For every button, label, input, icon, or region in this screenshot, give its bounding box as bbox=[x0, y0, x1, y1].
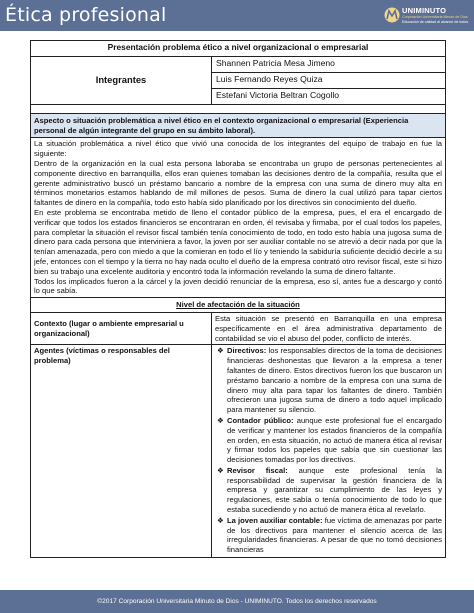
diamond-bullet-icon: ❖ bbox=[217, 346, 224, 356]
diamond-bullet-icon: ❖ bbox=[217, 515, 224, 525]
page-footer bbox=[0, 590, 474, 613]
agent-item: ❖ Directivos: los responsables directos de la toma de decisiones financieras deshonestas que llevaron a la empresa a tener faltantes de dinero. Estos directivos fueron los que buscaron un préstamo bancario a nombre de la empresa con una suma de dinero muy alta para tapar los faltantes de dinero. También ofrecieron una jugosa suma de dinero a todo aquel implicado para mantener su silencio. bbox=[217, 346, 442, 415]
member-name: Luis Fernando Reyes Quiza bbox=[212, 72, 446, 88]
logo-mark-icon bbox=[384, 7, 400, 23]
course-title: Ética profesional bbox=[5, 4, 167, 26]
agent-description: los responsables directos de la toma de decisiones financieras deshonestas que llevaron a la empresa a tener faltantes de dinero. Estos directivos fueron los que buscaron un préstamo bancario a nombre de la empresa con una suma de dinero muy alta para tapar los faltantes de dinero. También ofrecieron una jugosa suma de dinero a todo aquel implicado para mantener su silencio. bbox=[227, 346, 442, 415]
agent-name: Directivos bbox=[227, 346, 264, 356]
aspect-body bbox=[31, 138, 446, 298]
copyright-text: ©2017 Corporación Universitaria Minuto de Dios - UNIMINUTO. Todos los derechos reservados bbox=[97, 598, 377, 605]
team-table bbox=[30, 40, 446, 558]
logo-subtitle: Corporación Universitaria Minuto de Dios bbox=[402, 15, 468, 19]
agent-description: fue víctima de amenazas por parte de los directivos para mantener el silencio acerca de las irregularidades financieras. A pesar de que no tomó decisiones financieras bbox=[227, 515, 443, 555]
agent-item: ❖ La joven auxiliar contable: fue víctima de amenazas por parte de los directivos para mantener el silencio acerca de las irregularidades financieras. A pesar de que no tomó decisiones financieras bbox=[217, 515, 443, 555]
agent-name: Contador público bbox=[227, 415, 291, 425]
agents-label: Agentes (víctimas o responsables del problema) bbox=[31, 345, 212, 558]
level-heading: Nivel de afectación de la situación bbox=[31, 298, 446, 313]
member-name: Shannen Patricia Mesa Jimeno bbox=[212, 56, 446, 72]
agent-description: aunque este profesional tenía la responsabilidad de supervisar la gestión financiera de la empresa y garantizar su cumplimiento de las leyes y regulaciones, este sabía o tenía conocimiento de todo lo que estaba sucediendo y no actuó de manera ética al revelarlo. bbox=[227, 465, 442, 515]
agent-item: ❖ Contador público: aunque este profesional fue el encargado de verificar y mantener los estados financieros de la compañía en orden, en esta situación, no actuó de manera ética al revisar y firmar todos los papeles que sabía que sin cuestionar las decisiones tomadas por los directivos. bbox=[217, 415, 442, 465]
agents-cell bbox=[212, 345, 446, 558]
aspect-paragraph: Todos los implicados fueron a la cárcel y la joven decidió renunciar de la empresa, eso sí, antes fue a descargo y contó lo que sabía. bbox=[34, 276, 442, 296]
agents-list bbox=[215, 346, 442, 555]
logo-name: UNIMINUTO bbox=[402, 6, 447, 15]
agent-name: La joven auxiliar contable bbox=[227, 515, 321, 525]
member-name: Estefani Victoria Beltran Cogollo bbox=[212, 88, 446, 104]
logo-tagline: Educación de calidad al alcance de todos bbox=[402, 20, 469, 24]
spacer-row bbox=[31, 104, 446, 113]
diamond-bullet-icon: ❖ bbox=[217, 415, 224, 425]
uniminuto-logo bbox=[384, 6, 470, 28]
agent-item: ❖ Revisor fiscal: aunque este profesional tenía la responsabilidad de supervisar la gestión financiera de la empresa y garantizar su cumplimiento de las leyes y regulaciones, este sabía o tenía conocimiento de todo lo que estaba sucediendo y no actuó de manera ética al revelarlo. bbox=[217, 465, 442, 515]
section-title: Presentación problema ético a nivel organizacional o empresarial bbox=[31, 41, 446, 57]
aspect-paragraph: Dentro de la organización en la cual esta persona laboraba se encontraba un grupo de personas pertenecientes al componente directivo en barranquilla, ellos eran quienes tomaban las decisiones dentro de la compañía, resulta que el gerente administrativo buscó un préstamo bancario a nombre de la empresa con una suma de dinero muy alta en términos monetarios estamos hablando de mil millones de pesos. Suma de dinero la cual utilizó para tapar ciertos faltantes de dinero en la compañía, todo esto había sido planificado por los directivos sin conocimiento del dueño. bbox=[34, 158, 442, 208]
page-header bbox=[0, 0, 474, 31]
context-value: Esta situación se presentó en Barranquilla en una empresa específicamente en el área administrativa departamento de contabilidad se vio el abuso del poder, conflicto de interés. bbox=[212, 312, 446, 344]
aspect-heading: Aspecto o situación problemática a nivel ético en el contexto organizacional o empresarial (Experiencia personal de algún integrante del grupo en su ámbito laboral). bbox=[31, 113, 446, 138]
document-body bbox=[30, 40, 446, 558]
agent-name: Revisor fiscal bbox=[227, 465, 286, 475]
aspect-paragraph: En este problema se encontraba metido de lleno el contador público de la empresa, pues, el era el encargado de verificar que todos los estados financieros se encontraran en orden, él revisaba y firmaba, por el cual todos los papeles, para completar la situación el revisor fiscal también tenía conocimiento de todo, en todo esto había una jugosa suma de dinero para cada persona que interviniera a favor, la joven por ser auxiliar contable no se atrevió a decir nada por que la tenían amenazada, pero con miedo a que la comieran en todo el lío y teniendo la sabiduría suficiente decidió decirle a su jefe, entonces con el tiempo y la tierra no hay nada oculto el dueño de la empresa contrató otro revisor fiscal, este si hizo bien su trabajo una excelente auditoria y encontró toda la información revelando la suma de dinero faltante. bbox=[34, 207, 442, 276]
aspect-paragraph: La situación problemática a nivel ético que vivió una conocida de los integrantes del equipo de trabajo en fue la siguiente: bbox=[34, 139, 442, 159]
diamond-bullet-icon: ❖ bbox=[217, 465, 224, 475]
context-label: Contexto (lugar o ambiente empresarial u organizacional) bbox=[31, 312, 212, 344]
agent-description: aunque este profesional fue el encargado de verificar y mantener los estados financieros de la compañía en orden, en esta situación, no actuó de manera ética al revisar y firmar todos los papeles que sabía que sin cuestionar las decisiones tomadas por los directivos. bbox=[227, 415, 442, 465]
integrantes-label: Integrantes bbox=[31, 56, 212, 104]
